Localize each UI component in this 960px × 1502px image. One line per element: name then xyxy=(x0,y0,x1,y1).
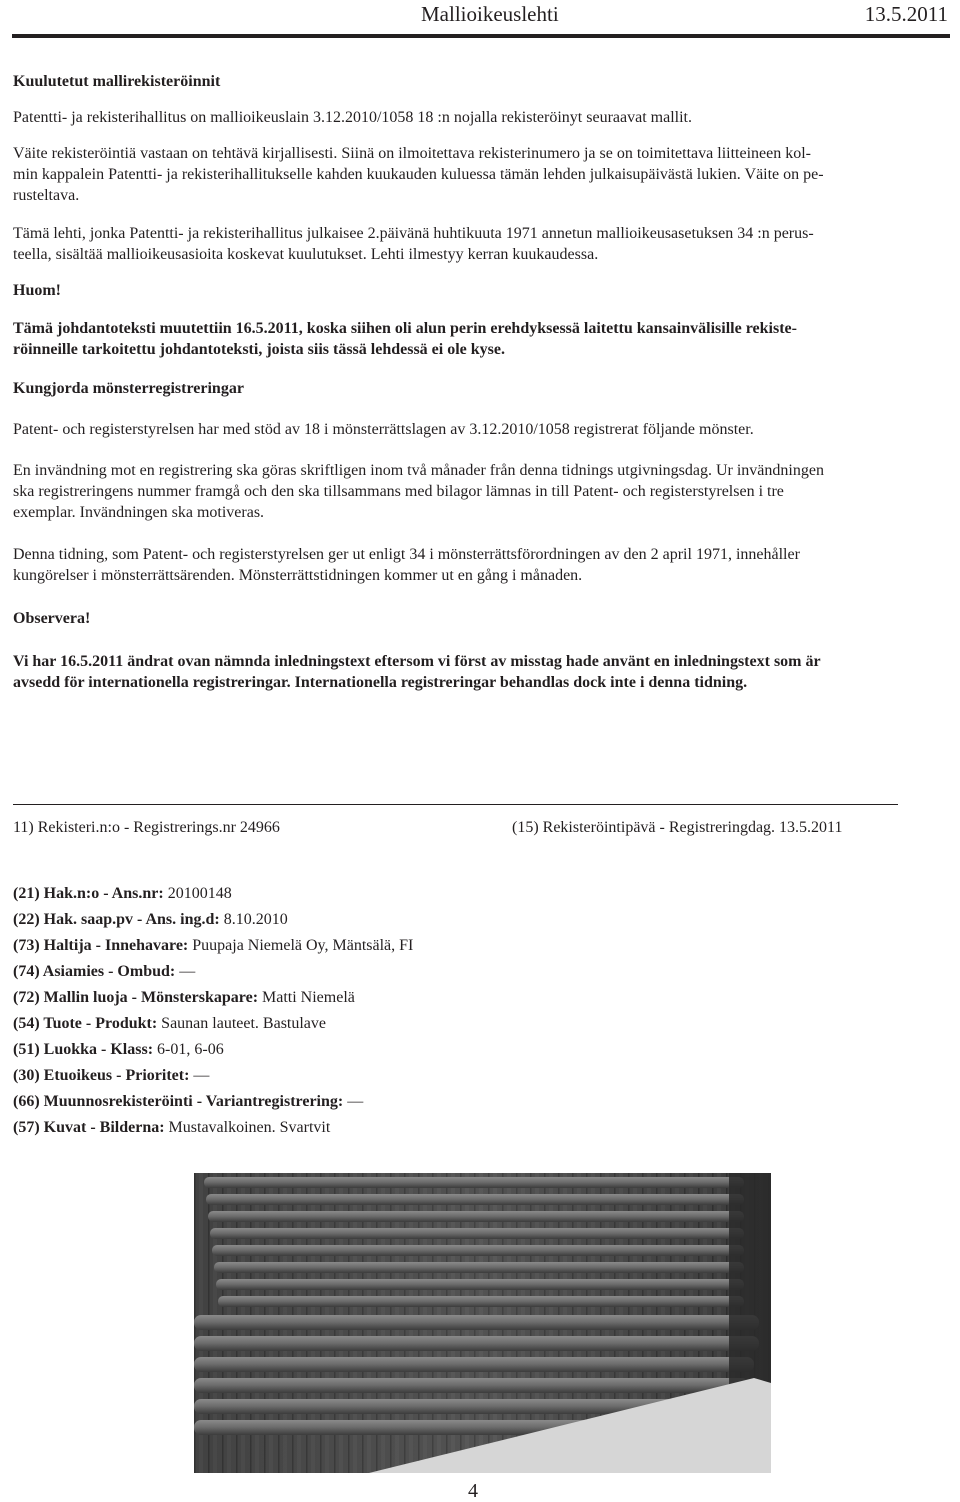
swedish-paragraph-1: Patent- och registerstyrelsen har med stöd av 18 i mönsterrättslagen av 3.12.2010/1058 registrerat följande mönster. xyxy=(13,421,754,438)
registration-row xyxy=(13,817,898,838)
sauna-bench-photo xyxy=(194,1173,771,1473)
field-value: — xyxy=(175,963,196,980)
swedish-paragraph-2-line-1: En invändning mot en registrering ska göras skriftligen inom två månader från denna tidnings utgivningsdag. Ur invändningen xyxy=(13,462,824,479)
field-row xyxy=(13,1063,913,1089)
field-row xyxy=(13,933,913,959)
intro-text xyxy=(13,71,958,693)
registration-divider xyxy=(13,804,898,805)
finnish-paragraph-2-line-3: rusteltava. xyxy=(13,187,80,204)
registration-date: (15) Rekisteröintipävä - Registreringdag. 13.5.2011 xyxy=(512,819,843,836)
finnish-paragraph-3-line-2: teella, sisältää mallioikeusasioita koskevat kuulutukset. Lehti ilmestyy kerran kuukaudessa. xyxy=(13,246,599,263)
field-value: Saunan lauteet. Bastulave xyxy=(157,1015,327,1032)
field-row xyxy=(13,1037,913,1063)
field-label: (72) Mallin luoja - Mönsterskapare: xyxy=(13,989,259,1006)
swedish-heading: Kungjorda mönsterregistreringar xyxy=(13,380,244,397)
finnish-note-heading: Huom! xyxy=(13,282,61,299)
finnish-paragraph-3-line-1: Tämä lehti, jonka Patentti- ja rekisterihallitus julkaisee 2.päivänä huhtikuuta 1971 annetun mallioikeusasetuksen 34 :n perus- xyxy=(13,225,814,242)
field-value: Mustavalkoinen. Svartvit xyxy=(164,1119,331,1136)
field-row xyxy=(13,985,913,1011)
publication-title: Mallioikeuslehti xyxy=(421,2,559,26)
field-row xyxy=(13,907,913,933)
field-value: 20100148 xyxy=(163,885,232,902)
field-row xyxy=(13,1011,913,1037)
field-label: (30) Etuoikeus - Prioritet: xyxy=(13,1067,190,1084)
finnish-paragraph-2-line-1: Väite rekisteröintiä vastaan on tehtävä kirjallisesti. Siinä on ilmoitettava rekisterinumero ja se on toimitettava liitteineen kol- xyxy=(13,145,811,162)
swedish-note-heading: Observera! xyxy=(13,610,91,627)
swedish-paragraph-3-line-2: kungörelser i mönsterrättsärenden. Mönsterrättstidningen kommer ut en gång i månaden. xyxy=(13,567,583,584)
finnish-paragraph-2-line-2: min kappalein Patentti- ja rekisterihallitukselle kahden kuukauden kuluessa tämän lehden julkaisupäivästä lukien. Väite on pe- xyxy=(13,166,824,183)
finnish-note-line-1: Tämä johdantoteksti muutettiin 16.5.2011, koska siihen oli alun perin erehdyksessä laitettu kansainvälisille rekiste- xyxy=(13,320,797,337)
field-row xyxy=(13,1115,913,1141)
field-value: — xyxy=(189,1067,210,1084)
swedish-note-line-2: avsedd för internationella registreringar. Internationella registreringar behandlas dock inte i denna tidning. xyxy=(13,674,748,691)
field-label: (73) Haltija - Innehavare: xyxy=(13,937,189,954)
field-row xyxy=(13,881,913,907)
swedish-paragraph-3-line-1: Denna tidning, som Patent- och registerstyrelsen ger ut enligt 34 i mönsterrättsförordningen av den 2 april 1971, innehåller xyxy=(13,546,800,563)
page-number: 4 xyxy=(468,1480,478,1502)
registration-fields xyxy=(13,881,913,1141)
swedish-paragraph-2-line-2: ska registreringens nummer framgå och den ska tillsammans med bilagor lämnas in till Patent- och registerstyrelsen i tre xyxy=(13,483,784,500)
field-label: (66) Muunnosrekisteröinti - Variantregistrering: xyxy=(13,1093,344,1110)
field-value: Matti Niemelä xyxy=(258,989,355,1006)
header-divider xyxy=(12,34,950,38)
field-label: (21) Hak.n:o - Ans.nr: xyxy=(13,885,164,902)
field-label: (57) Kuvat - Bilderna: xyxy=(13,1119,165,1136)
publication-date: 13.5.2011 xyxy=(864,2,948,26)
field-value: — xyxy=(343,1093,364,1110)
finnish-paragraph-1: Patentti- ja rekisterihallitus on mallioikeuslain 3.12.2010/1058 18 :n nojalla rekisteröinyt seuraavat mallit. xyxy=(13,109,692,126)
field-value: 8.10.2010 xyxy=(219,911,288,928)
field-label: (74) Asiamies - Ombud: xyxy=(13,963,176,980)
field-value: Puupaja Niemelä Oy, Mäntsälä, FI xyxy=(188,937,414,954)
field-label: (51) Luokka - Klass: xyxy=(13,1041,154,1058)
field-label: (54) Tuote - Produkt: xyxy=(13,1015,158,1032)
field-row xyxy=(13,959,913,985)
swedish-paragraph-2-line-3: exemplar. Invändningen ska motiveras. xyxy=(13,504,265,521)
finnish-heading: Kuulutetut mallirekisteröinnit xyxy=(13,73,221,90)
field-label: (22) Hak. saap.pv - Ans. ing.d: xyxy=(13,911,220,928)
finnish-note-line-2: röinneille tarkoitettu johdantoteksti, joista siis tässä lehdessä ei ole kyse. xyxy=(13,341,505,358)
field-value: 6-01, 6-06 xyxy=(153,1041,224,1058)
field-row xyxy=(13,1089,913,1115)
swedish-note-line-1: Vi har 16.5.2011 ändrat ovan nämnda inledningstext eftersom vi först av misstag hade använt en inledningstext som är xyxy=(13,653,821,670)
registration-number: 11) Rekisteri.n:o - Registrerings.nr 24966 xyxy=(13,819,280,836)
